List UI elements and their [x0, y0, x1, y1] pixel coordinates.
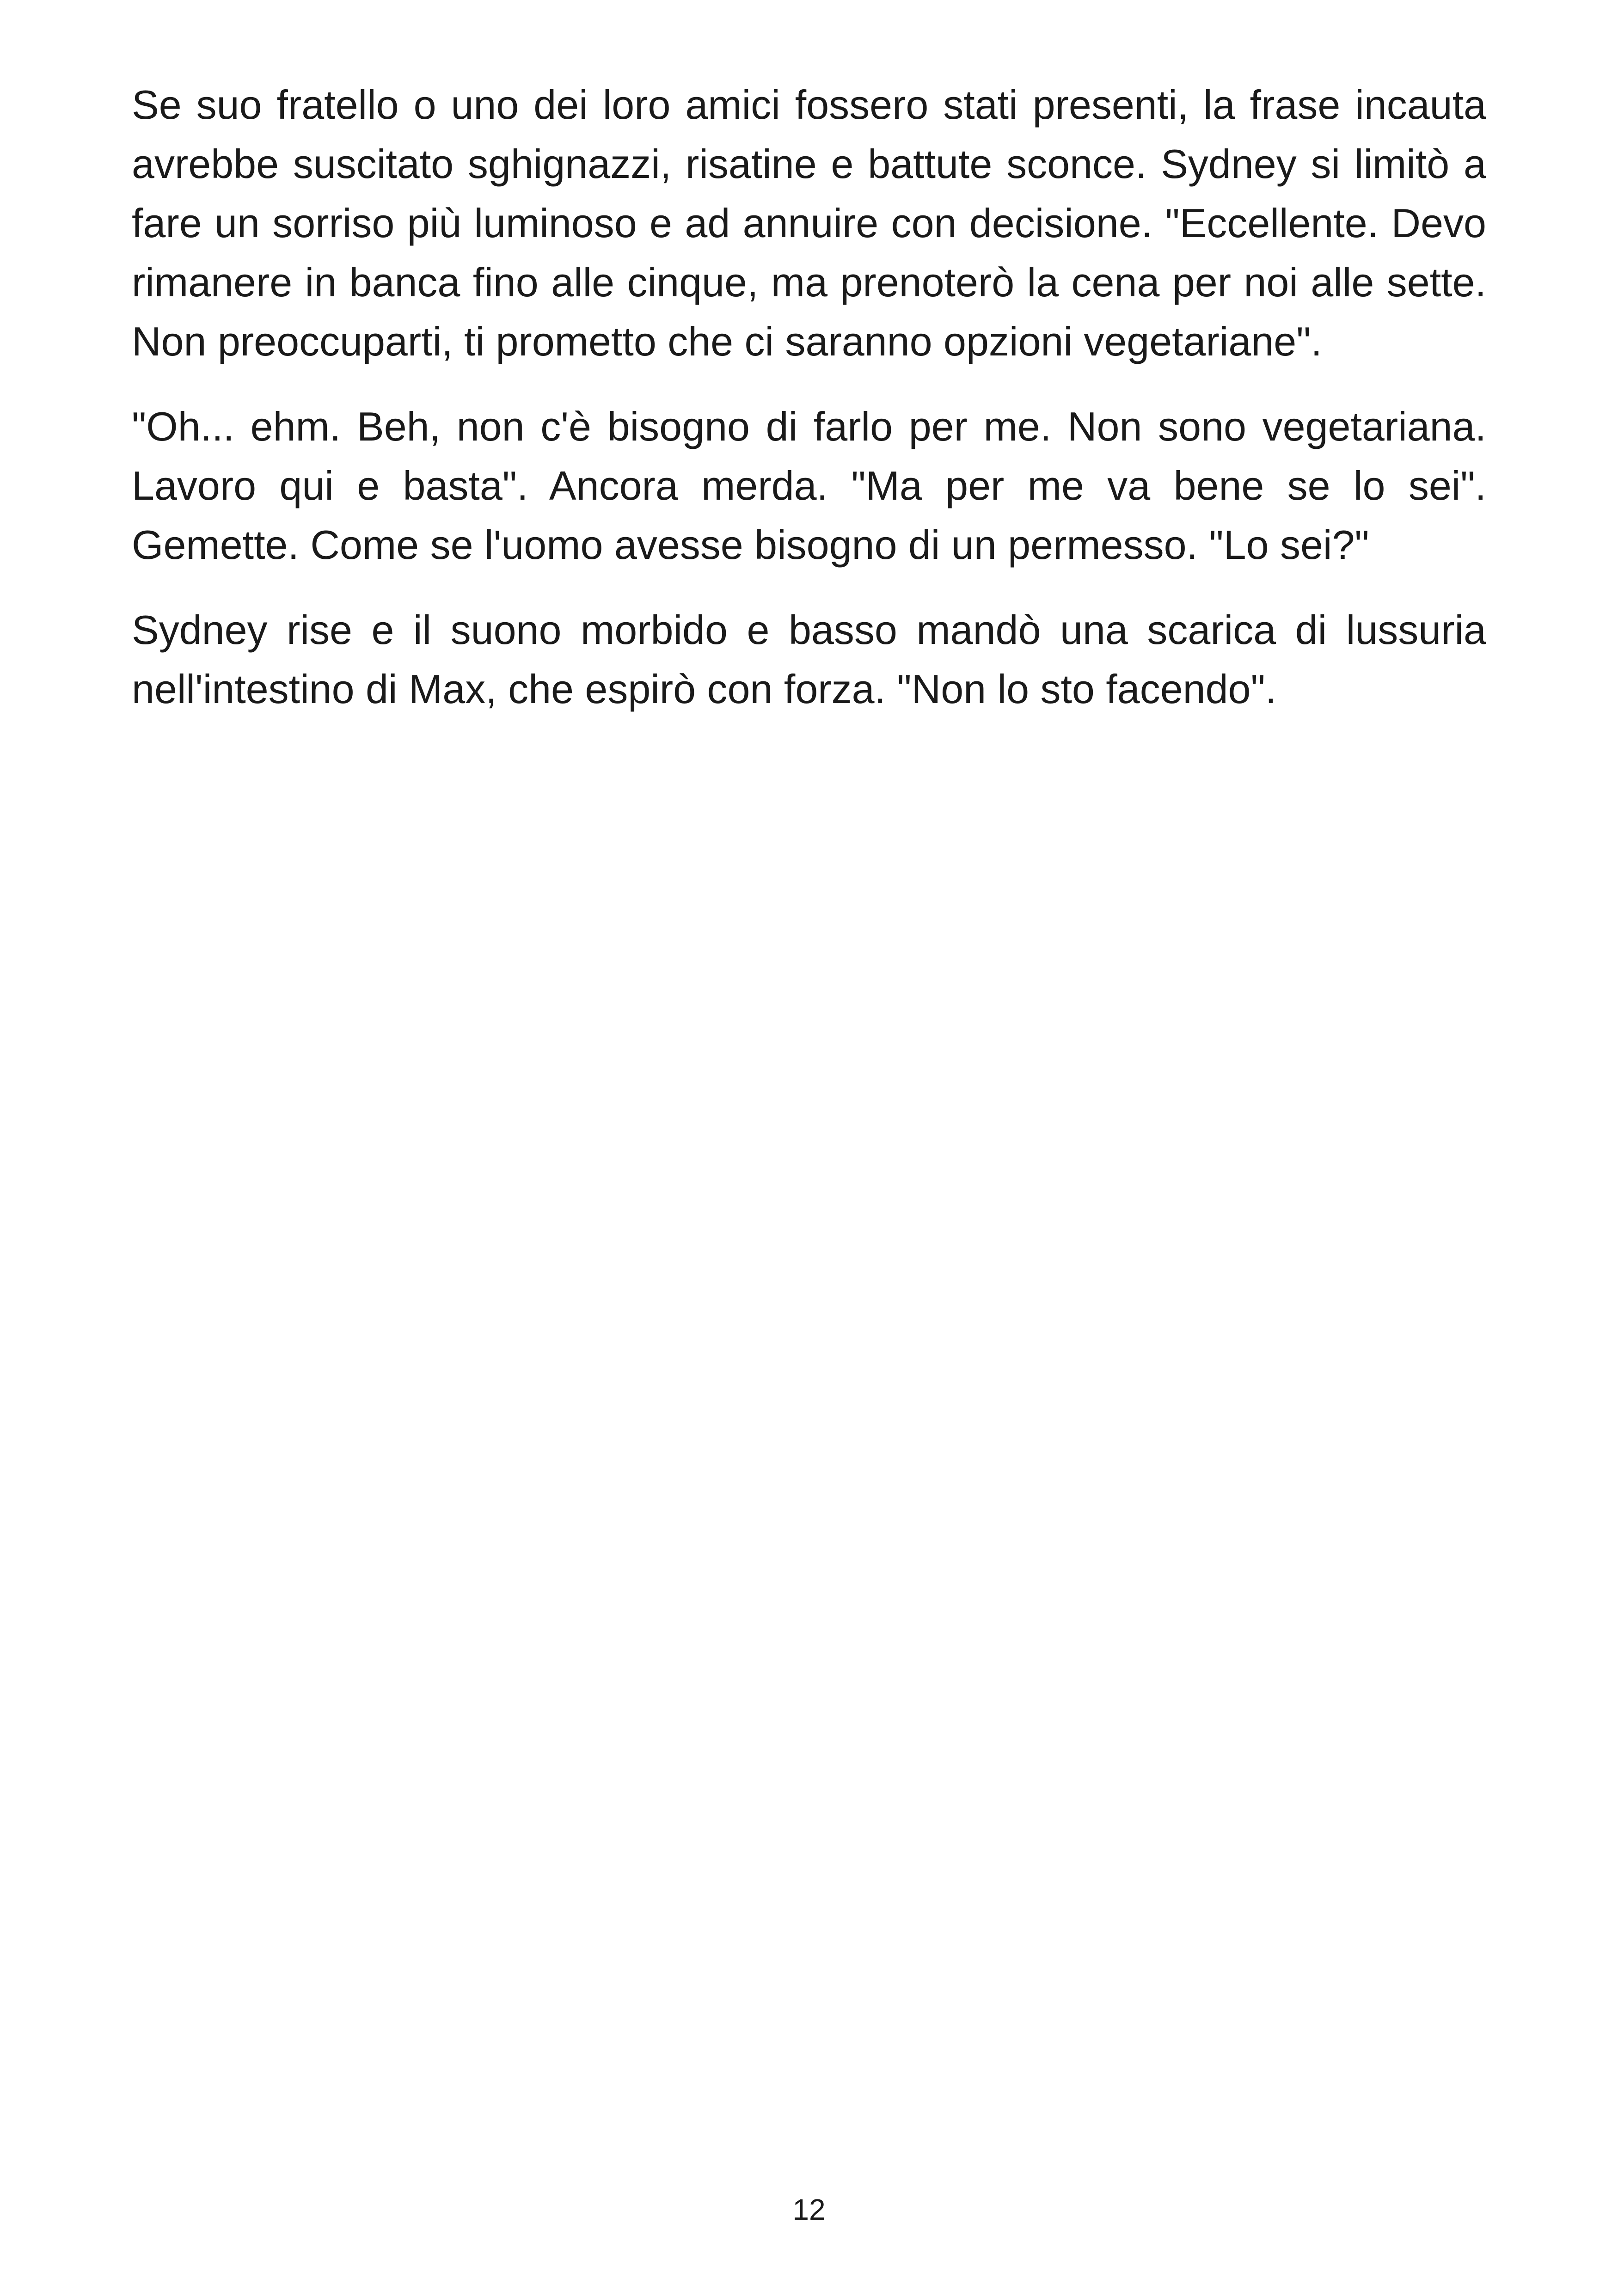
page-number: 12 [792, 2193, 826, 2226]
paragraph-1: Se suo fratello o uno dei loro amici fossero stati presenti, la frase incauta avrebbe suscitato sghignazzi, risatine e battute sconce. Sydney si limitò a fare un sorriso più luminoso e ad annuire con decisione. "Eccellente. Devo rimanere in banca fino alle cinque, ma prenoterò la cena per noi alle sette. Non preoccuparti, ti prometto che ci saranno opzioni vegetariane". [132, 82, 1486, 364]
text-body [132, 75, 1486, 745]
paragraph-3: Sydney rise e il suono morbido e basso mandò una scarica di lussuria nell'intestino di Max, che espirò con forza. "Non lo sto facendo". [132, 607, 1486, 712]
paragraph-2: "Oh... ehm. Beh, non c'è bisogno di farlo per me. Non sono vegetariana. Lavoro qui e basta". Ancora merda. "Ma per me va bene se lo sei". Gemette. Come se l'uomo avesse bisogno di un permesso. "Lo sei?" [132, 404, 1486, 568]
